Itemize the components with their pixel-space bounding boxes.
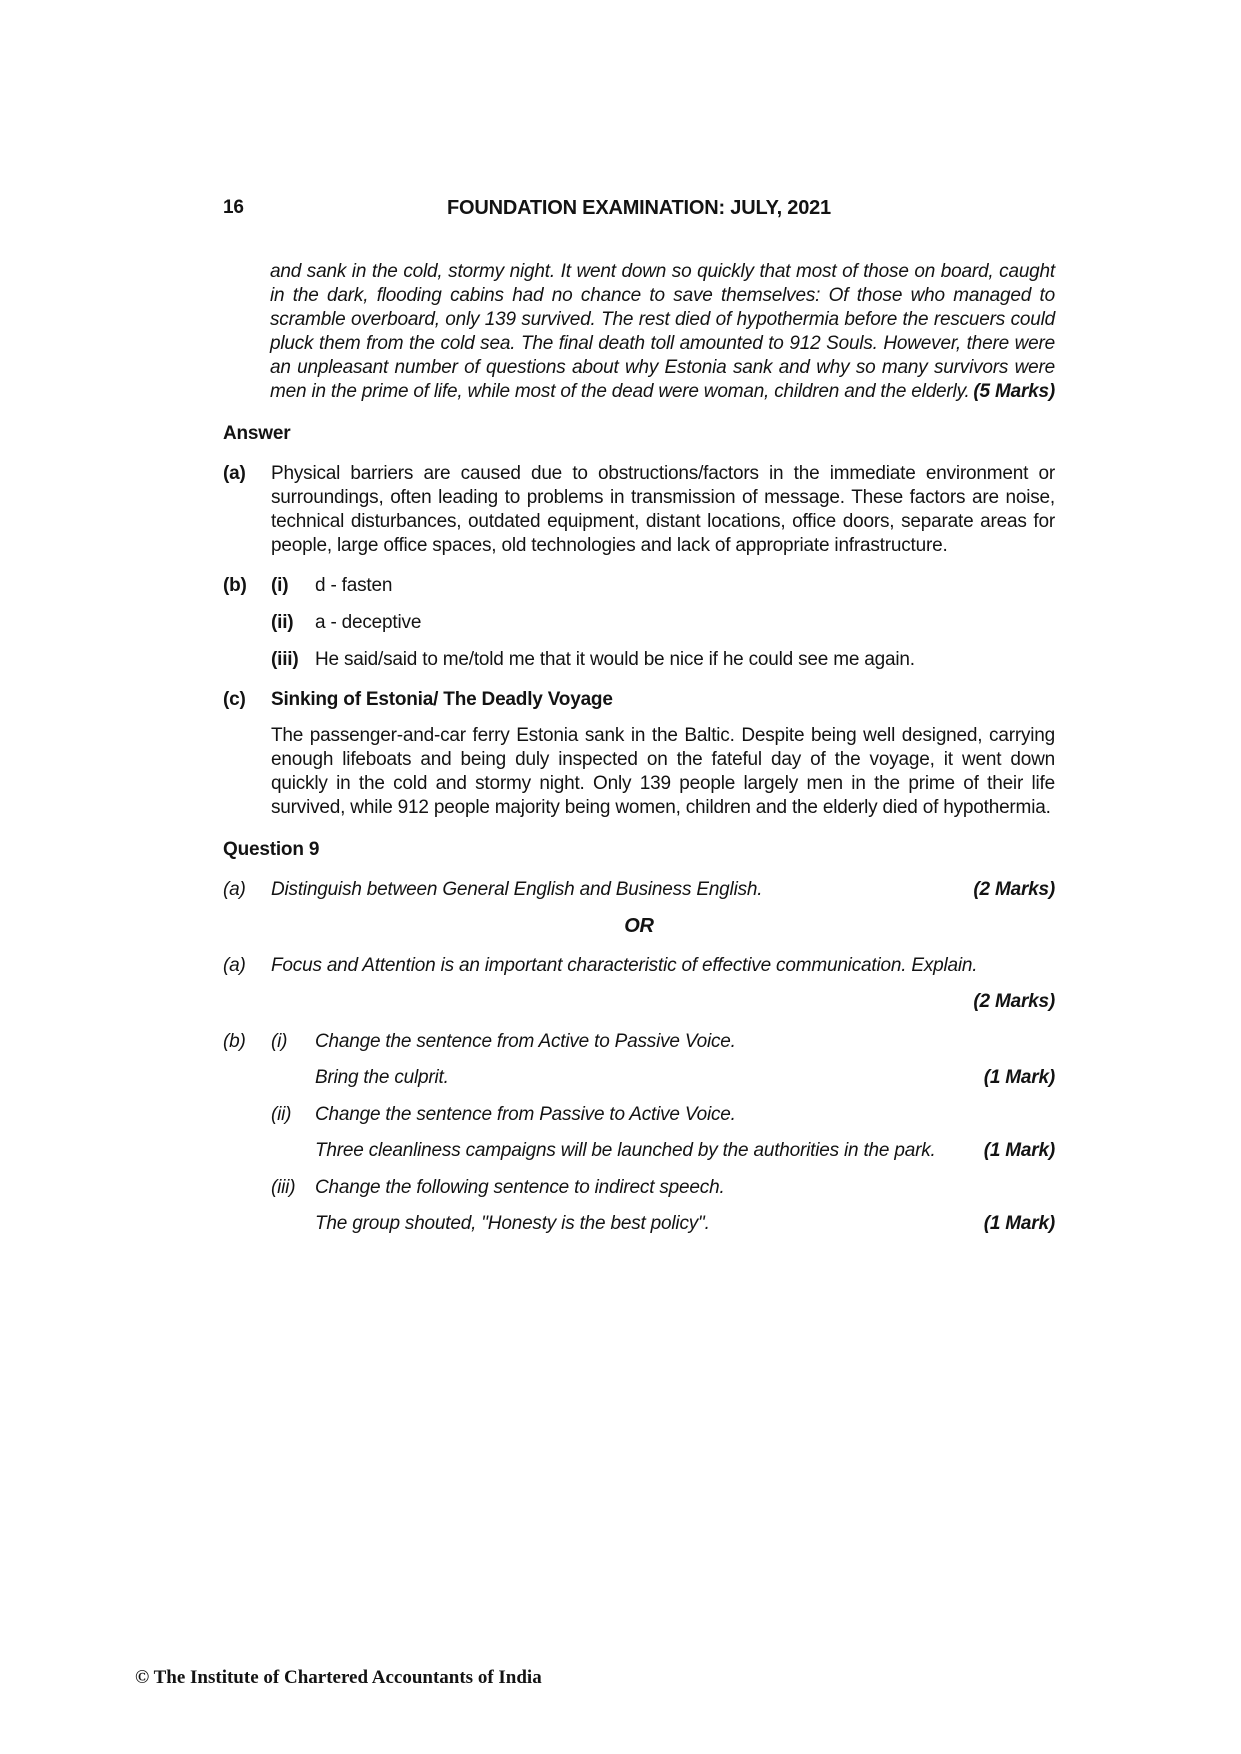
q9-b-i-sentence-row: [315, 1066, 1055, 1090]
q9-b-i-marks: (1 Mark): [983, 1067, 1055, 1088]
subitem-text: a - deceptive: [315, 612, 422, 633]
item-label: (a): [223, 955, 246, 976]
answer-c-text: The passenger-and-car ferry Estonia sank in the Baltic. Despite being well designed, carrying enough lifeboats and being duly inspected on the fateful day of the voyage, it went down quickly in the cold and stormy night. Only 139 people largely men in the prime of their life survived, while 912 people majority being women, children and the elderly died of hypothermia.: [271, 725, 1055, 818]
item-label: (a): [223, 463, 246, 484]
q9-b-iii-prompt: Change the following sentence to indirect speech.: [315, 1177, 725, 1198]
q9-b-iii-marks: (1 Mark): [983, 1213, 1055, 1234]
item-label: (b): [223, 575, 247, 596]
question-passage: [270, 260, 1055, 404]
q9-b-iii-sentence: The group shouted, "Honesty is the best policy".: [315, 1213, 710, 1234]
q9-b-i-sentence: Bring the culprit.: [315, 1067, 449, 1088]
q9-a1-marks: (2 Marks): [973, 879, 1055, 900]
item-label: (b): [223, 1031, 246, 1052]
answer-b-sublist: [271, 574, 1055, 672]
answer-c-title: Sinking of Estonia/ The Deadly Voyage: [271, 689, 613, 710]
q9-a2-text: Focus and Attention is an important characteristic of effective communication. Explain.: [271, 955, 978, 976]
q9-a2-marks-line: [223, 990, 1055, 1014]
passage-marks: (5 Marks): [973, 381, 1055, 402]
page-header: [223, 196, 1055, 222]
q9-b-iii-prompt-row: [271, 1176, 1055, 1200]
answer-item-b: [223, 574, 1055, 672]
q9-a1-text: Distinguish between General English and Business English.: [271, 879, 763, 900]
q9-b-ii-sentence-row: [315, 1139, 1055, 1163]
q9-b-ii-prompt: Change the sentence from Passive to Active Voice.: [315, 1104, 736, 1125]
q9-b-i-prompt-row: [271, 1030, 1055, 1054]
question9-heading: Question 9: [223, 839, 320, 860]
q9-b-ii-prompt-row: [271, 1103, 1055, 1127]
answer-b-subitem-ii: [271, 611, 1055, 635]
item-label: (a): [223, 879, 246, 900]
page-number: 16: [223, 197, 244, 218]
answer-item-a: [223, 462, 1055, 558]
q9-a1-line: [271, 878, 1055, 902]
q9-b-subitem-iii: [271, 1176, 1055, 1236]
page-title: FOUNDATION EXAMINATION: JULY, 2021: [446, 197, 831, 219]
footer-copyright: © The Institute of Chartered Accountants of India: [135, 1667, 542, 1688]
answer-a-text: Physical barriers are caused due to obstructions/factors in the immediate environment or surroundings, often leading to problems in transmission of message. These factors are noise, technical disturbances, outdated equipment, distant locations, office doors, separate areas for people, large office spaces, old technologies and lack of appropriate infrastructure.: [271, 463, 1055, 556]
answer-c-body: [271, 688, 1055, 820]
q9-a-option1: [223, 878, 1055, 902]
subitem-text: He said/said to me/told me that it would be nice if he could see me again.: [315, 649, 915, 670]
q9-a2-marks: (2 Marks): [973, 991, 1055, 1012]
subitem-text: d - fasten: [315, 575, 393, 596]
q9-a-option2: [223, 954, 1055, 978]
subitem-label: (i): [271, 575, 289, 596]
subitem-label: (i): [271, 1031, 288, 1052]
q9-b-i-prompt: Change the sentence from Active to Passive Voice.: [315, 1031, 736, 1052]
q9-b: [223, 1030, 1055, 1236]
passage-text: and sank in the cold, stormy night. It went down so quickly that most of those on board, caught in the dark, flooding cabins had no chance to save themselves: Of those who managed to scramble overboard, only 139 survived. The rest died of hypothermia before the rescuers could pluck them from the cold sea. The final death toll amounted to 912 Souls. However, there were an unpleasant number of questions about why Estonia sank and why so many survivors were men in the prime of life, while most of the dead were woman, children and the elderly.: [270, 261, 1055, 402]
answer-item-c: [223, 688, 1055, 820]
answer-heading: Answer: [223, 423, 291, 444]
subitem-label: (ii): [271, 612, 294, 633]
q9-b-ii-marks: (1 Mark): [983, 1140, 1055, 1161]
subitem-label: (ii): [271, 1104, 292, 1125]
q9-b-ii-sentence: Three cleanliness campaigns will be launched by the authorities in the park.: [315, 1140, 936, 1161]
subitem-label: (iii): [271, 1177, 296, 1198]
q9-b-sublist: [271, 1030, 1055, 1236]
q9-b-subitem-i: [271, 1030, 1055, 1090]
q9-b-iii-sentence-row: [315, 1212, 1055, 1236]
page-content: [223, 196, 1055, 1236]
answer-b-subitem-i: [271, 574, 1055, 598]
q9-b-subitem-ii: [271, 1103, 1055, 1163]
item-label: (c): [223, 689, 246, 710]
or-divider: OR: [624, 915, 654, 937]
subitem-label: (iii): [271, 649, 299, 670]
answer-b-subitem-iii: [271, 648, 1055, 672]
